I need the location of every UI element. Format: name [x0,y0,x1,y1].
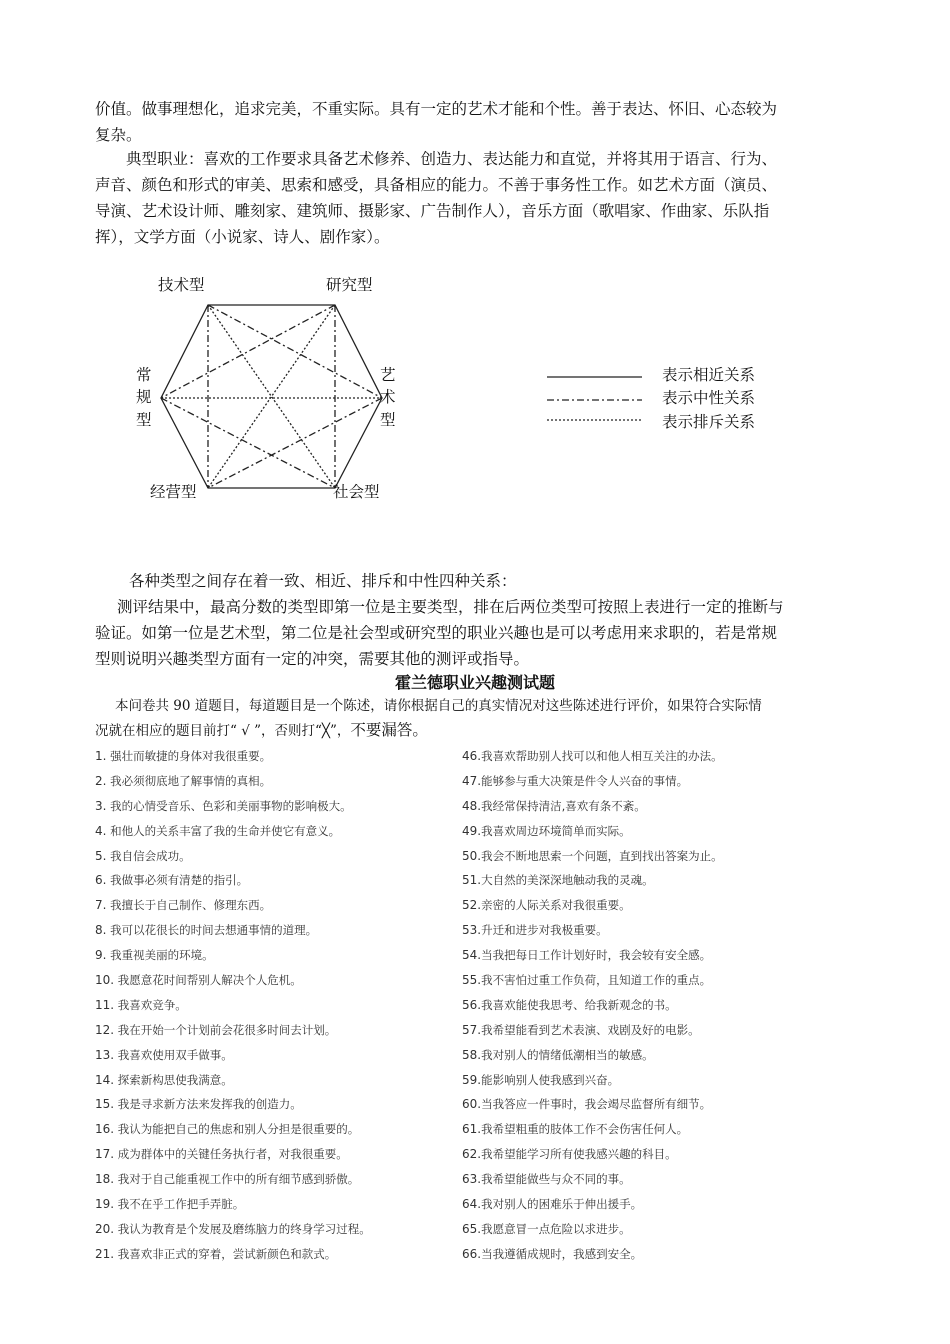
question-item [95,844,371,869]
question-item [462,769,723,794]
question-text: 我在开始一个计划前会花很多时间去计划。 [114,1022,337,1037]
questions-right-column [462,744,723,1267]
question-number: 47. [462,773,482,788]
question-item [462,893,723,918]
question-item [462,844,723,869]
questions-left-column [95,744,371,1267]
question-item [95,893,371,918]
node-technical: 技术型 [158,276,205,294]
question-item [462,1142,723,1167]
question-number: 1. [95,749,107,763]
paragraph-artistic-description: 价值。做事理想化，追求完美，不重实际。具有一定的艺术才能和个性。善于表达、怀旧、心态较为复杂。 [95,100,778,144]
question-item [95,1142,371,1167]
question-number: 21. [95,1246,115,1261]
node-conventional-char1: 常 [136,366,152,384]
question-item [95,1117,371,1142]
question-text: 我不害怕过重工作负荷，且知道工作的重点。 [481,973,712,988]
test-instructions-main: 本问卷共 90 道题目，每道题目是一个陈述，请你根据自己的真实情况对这些陈述进行评价，如果符合实际情况就在相应的题目前打“ √ ”，否则打“╳”， [95,698,762,739]
question-item [462,1242,723,1267]
question-number: 54. [462,948,482,963]
question-item [462,943,723,968]
question-text: 我喜欢周边环境简单而实际。 [481,823,631,838]
question-number: 51. [462,873,482,888]
question-number: 8. [95,923,107,938]
question-text: 大自然的美深深地触动我的灵魂。 [481,873,654,888]
question-number: 64. [462,1197,482,1212]
question-item [95,794,371,819]
question-item [95,1217,371,1242]
question-number: 59. [462,1072,482,1087]
question-item [95,968,371,993]
question-text: 我可以花很长的时间去想通事情的道理。 [106,923,318,938]
question-text: 我愿意花时间帮别人解决个人危机。 [114,973,302,988]
paragraph-evaluation: 测评结果中，最高分数的类型即第一位是主要类型，排在后两位类型可按照上表进行一定的推断与验证。如第一位是艺术型，第二位是社会型或研究型的职业兴趣也是可以考虑用来求职的，若是常规型则说明兴趣类型方面有一定的冲突，需要其他的测评或指导。 [95,598,784,668]
question-text: 强壮而敏捷的身体对我很重要。 [106,749,272,763]
question-item [462,918,723,943]
node-enterprising: 经营型 [150,483,197,501]
question-text: 我喜欢非正式的穿着，尝试新颜色和款式。 [114,1246,337,1261]
question-number: 65. [462,1221,482,1236]
diagram-legend [545,360,785,440]
question-text: 我是寻求新方法来发挥我的创造力。 [114,1097,302,1112]
question-text: 我喜欢竞争。 [114,997,187,1012]
question-item [95,1242,371,1267]
question-number: 49. [462,823,482,838]
question-item [95,993,371,1018]
question-number: 53. [462,923,482,938]
question-text: 我希望能学习所有使我感兴趣的科目。 [481,1147,677,1162]
question-text: 能影响别人使我感到兴奋。 [481,1072,620,1087]
question-item [462,794,723,819]
question-number: 15. [95,1097,115,1112]
question-number: 17. [95,1147,115,1162]
question-text: 亲密的人际关系对我很重要。 [481,898,631,913]
question-number: 5. [95,848,107,863]
holland-hexagon-diagram [128,268,408,518]
question-text: 我对于自己能重视工作中的所有细节感到骄傲。 [114,1172,360,1187]
question-item [95,1167,371,1192]
question-number: 52. [462,898,482,913]
legend-neutral-label: 表示中性关系 [662,389,756,407]
question-text: 我喜欢使用双手做事。 [114,1047,233,1062]
question-text: 我擅长于自己制作、修理东西。 [106,898,272,913]
question-text: 我重视美丽的环境。 [106,948,214,963]
question-number: 20. [95,1221,115,1236]
question-item [95,1192,371,1217]
question-number: 11. [95,997,115,1012]
question-number: 60. [462,1097,482,1112]
question-text: 我不在乎工作把手弄脏。 [114,1197,245,1212]
question-number: 13. [95,1047,115,1062]
legend-similar-label: 表示相近关系 [662,366,756,384]
question-text: 我希望粗重的肢体工作不会伤害任何人。 [481,1122,689,1137]
question-item [462,1043,723,1068]
node-conventional-char2: 规 [136,388,152,406]
question-number: 46. [462,749,482,763]
question-item [95,819,371,844]
question-number: 48. [462,798,482,813]
node-artistic-char1: 艺 [380,366,396,384]
node-artistic-char2: 术 [380,388,396,406]
node-research: 研究型 [326,276,373,294]
question-number: 2. [95,773,107,788]
question-number: 55. [462,973,482,988]
question-text: 我喜欢帮助别人找可以和他人相互关注的办法。 [481,749,723,763]
question-text: 当我遵循成规时，我感到安全。 [481,1246,643,1261]
question-text: 我希望能看到艺术表演、戏剧及好的电影。 [481,1022,700,1037]
question-number: 10. [95,973,115,988]
question-number: 12. [95,1022,115,1037]
question-number: 6. [95,873,107,888]
question-text: 我对别人的情绪低潮相当的敏感。 [481,1047,654,1062]
question-text: 探索新构思使我满意。 [114,1072,233,1087]
question-item [462,993,723,1018]
question-item [95,943,371,968]
question-number: 3. [95,798,107,813]
question-item [462,1217,723,1242]
question-text: 我经常保持清洁,喜欢有条不紊。 [481,798,646,813]
question-text: 我自信会成功。 [106,848,191,863]
question-text: 我做事必须有清楚的指引。 [106,873,249,888]
test-title: 霍兰德职业兴趣测试题 [394,673,555,692]
node-social: 社会型 [333,483,380,501]
question-item [462,1018,723,1043]
question-text: 能够参与重大决策是件令人兴奋的事情。 [481,773,689,788]
question-number: 4. [95,823,107,838]
question-number: 58. [462,1047,482,1062]
question-item [95,918,371,943]
test-instructions-tail: 不要漏答。 [350,721,428,739]
question-number: 61. [462,1122,482,1137]
question-text: 当我把每日工作计划好时，我会较有安全感。 [481,948,712,963]
question-item [462,868,723,893]
legend-exclusive-label: 表示排斥关系 [662,413,756,431]
question-text: 我必须彻底地了解事情的真相。 [106,773,272,788]
node-conventional-char3: 型 [136,411,152,429]
node-artistic-char3: 型 [380,411,396,429]
question-number: 63. [462,1172,482,1187]
question-number: 50. [462,848,482,863]
question-number: 16. [95,1122,115,1137]
question-item [462,1117,723,1142]
question-item [95,1018,371,1043]
question-number: 19. [95,1197,115,1212]
question-item [462,968,723,993]
question-text: 我会不断地思索一个问题，直到找出答案为止。 [481,848,723,863]
question-text: 我的心情受音乐、色彩和美丽事物的影响极大。 [106,798,352,813]
question-item [95,744,371,769]
question-number: 57. [462,1022,482,1037]
question-item [462,744,723,769]
question-text: 升迁和进步对我极重要。 [481,923,608,938]
paragraph-relations: 各种类型之间存在着一致、相近、排斥和中性四种关系： [129,572,517,590]
question-item [462,1167,723,1192]
question-text: 我喜欢能使我思考、给我新观念的书。 [481,997,677,1012]
question-item [95,769,371,794]
question-item [462,819,723,844]
question-number: 18. [95,1172,115,1187]
hexagon-outline [161,305,382,488]
test-instructions [95,694,775,743]
question-number: 9. [95,948,107,963]
question-number: 14. [95,1072,115,1087]
question-text: 我愿意冒一点危险以求进步。 [481,1221,631,1236]
question-item [95,868,371,893]
question-item [95,1092,371,1117]
question-number: 7. [95,898,107,913]
paragraph-typical-careers: 典型职业：喜欢的工作要求具备艺术修养、创造力、表达能力和直觉，并将其用于语言、行为、声音、颜色和形式的审美、思索和感受，具备相应的能力。不善于事务性工作。如艺术方面（演员、导演、艺术设计师、雕刻家、建筑师、摄影家、广告制作人），音乐方面（歌唱家、作曲家、乐队指挥），文学方面（小说家、诗人、剧作家）。 [95,150,778,246]
question-number: 56. [462,997,482,1012]
question-item [95,1068,371,1093]
question-text: 我希望能做些与众不同的事。 [481,1172,631,1187]
question-item [462,1092,723,1117]
question-text: 当我答应一件事时，我会竭尽监督所有细节。 [481,1097,712,1112]
question-item [462,1192,723,1217]
question-text: 和他人的关系丰富了我的生命并使它有意义。 [106,823,341,838]
question-number: 62. [462,1147,482,1162]
question-text: 我认为能把自己的焦虑和别人分担是很重要的。 [114,1122,360,1137]
question-number: 66. [462,1246,482,1261]
question-text: 我认为教育是个发展及磨练脑力的终身学习过程。 [114,1221,371,1236]
question-text: 我对别人的困难乐于伸出援手。 [481,1197,643,1212]
question-text: 成为群体中的关键任务执行者，对我很重要。 [114,1147,348,1162]
question-item [462,1068,723,1093]
question-item [95,1043,371,1068]
